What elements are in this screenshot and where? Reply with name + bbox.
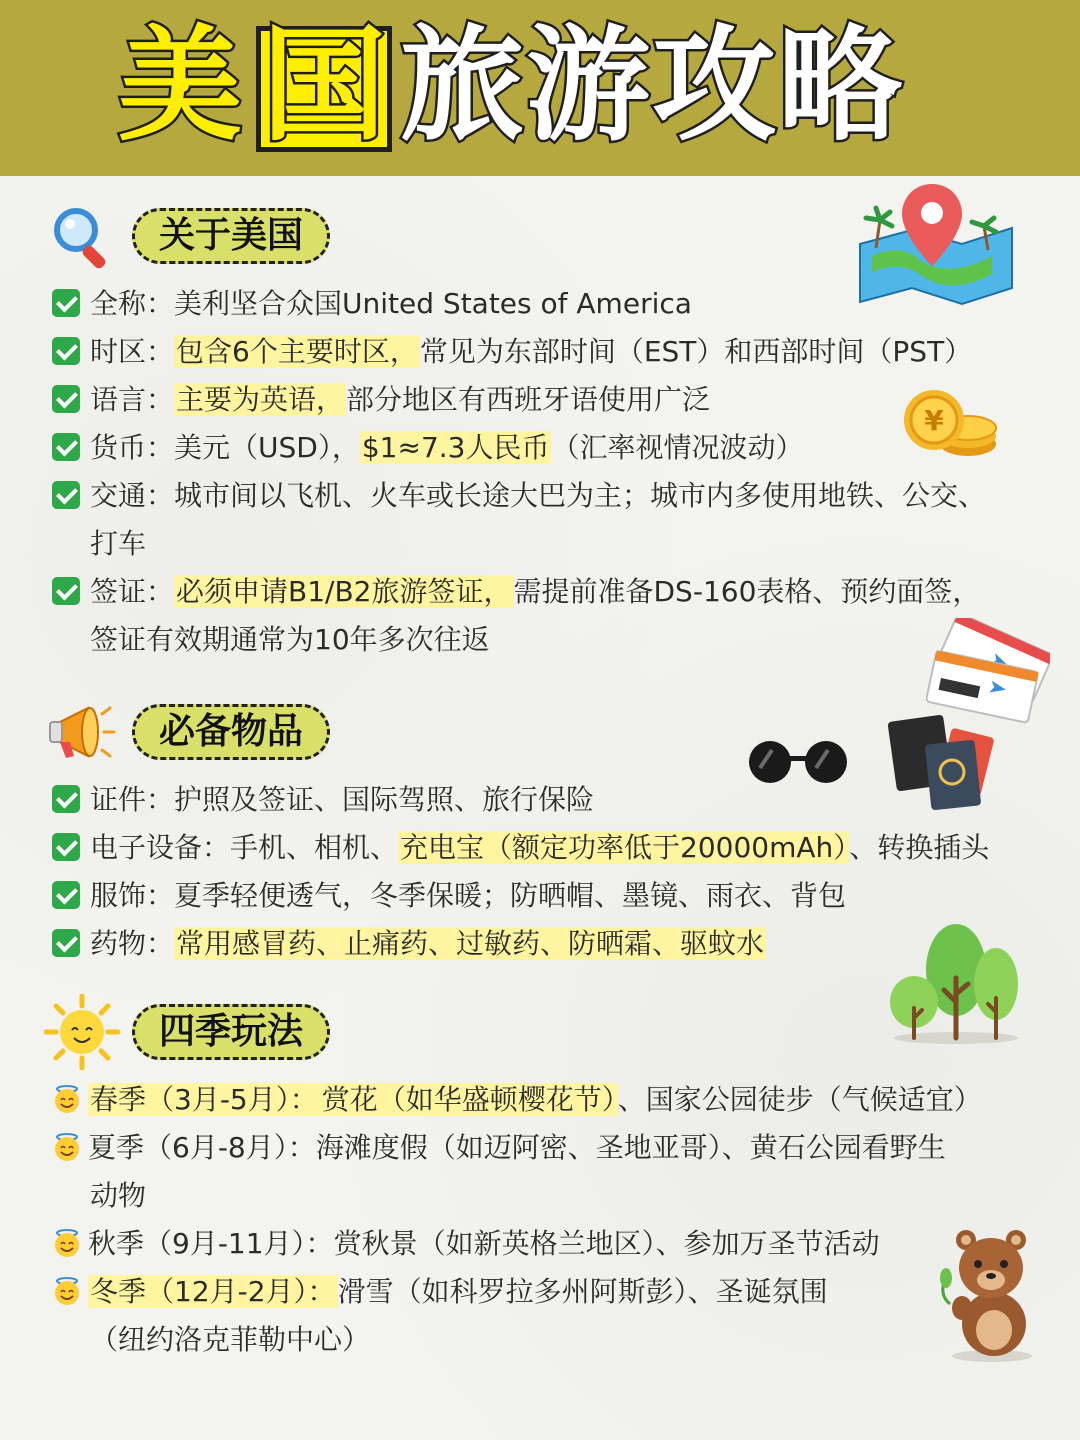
list-item: 货币：美元（USD），$1≈7.3人民币（汇率视情况波动） <box>52 424 804 472</box>
title-char-2: 国 <box>262 14 387 158</box>
section-heading-about: 关于美国 <box>132 208 330 264</box>
list-item: 电子设备：手机、相机、充电宝（额定功率低于20000mAh）、转换插头 <box>52 824 989 872</box>
list-item: 服饰：夏季轻便透气，冬季保暖；防晒帽、墨镜、雨衣、背包 <box>52 872 846 920</box>
list-item-continuation: （纽约洛克菲勒中心） <box>90 1323 371 1356</box>
list-item: 夏季（6月-8月）：海滩度假（如迈阿密、圣地亚哥）、黄石公园看野生 <box>52 1124 946 1172</box>
section-heading-essentials: 必备物品 <box>132 704 330 760</box>
svg-text:¥: ¥ <box>924 404 944 437</box>
check-icon <box>52 385 80 413</box>
check-icon <box>52 337 80 365</box>
check-icon <box>52 833 80 861</box>
check-icon <box>52 289 80 317</box>
page-title: 旅游攻略 <box>400 14 905 158</box>
title-char-1: 美 <box>118 14 243 158</box>
map-pin-icon <box>852 178 1022 310</box>
list-item: 冬季（12月-2月）：滑雪（如科罗拉多州阿斯彭）、圣诞氛围 <box>52 1268 828 1316</box>
smiley-halo-icon <box>52 1228 82 1258</box>
list-item: 签证：必须申请B1/B2旅游签证，需提前准备DS-160表格、预约面签， <box>52 568 980 616</box>
check-icon <box>52 433 80 461</box>
section-heading-seasons: 四季玩法 <box>132 1004 330 1060</box>
sunglasses-icon <box>744 736 852 786</box>
bear-icon <box>936 1224 1040 1364</box>
list-item: 语言：主要为英语，部分地区有西班牙语使用广泛 <box>52 376 710 424</box>
smiley-halo-icon <box>52 1084 82 1114</box>
magnifier-icon <box>52 206 112 272</box>
list-item: 证件：护照及签证、国际驾照、旅行保险 <box>52 776 594 824</box>
passport-icon <box>886 712 998 812</box>
list-item: 交通：城市间以飞机、火车或长途大巴为主；城市内多使用地铁、公交、 <box>52 472 986 520</box>
list-item: 药物：常用感冒药、止痛药、过敏药、防晒霜、驱蚊水 <box>52 920 766 968</box>
trees-icon <box>886 920 1022 1046</box>
list-item-continuation: 动物 <box>90 1179 147 1212</box>
list-item-continuation: 打车 <box>90 527 147 560</box>
list-item: 时区：包含6个主要时区，常见为东部时间（EST）和西部时间（PST） <box>52 328 972 376</box>
check-icon <box>52 481 80 509</box>
megaphone-icon <box>46 700 116 764</box>
list-item: 秋季（9月-11月）：赏秋景（如新英格兰地区）、参加万圣节活动 <box>52 1220 880 1268</box>
check-icon <box>52 785 80 813</box>
check-icon <box>52 929 80 957</box>
list-item-continuation: 签证有效期通常为10年多次往返 <box>90 623 490 656</box>
gold-coins-icon <box>898 386 1002 462</box>
list-item: 全称：美利坚合众国United States of America <box>52 280 692 328</box>
smiley-halo-icon <box>52 1276 82 1306</box>
smiley-halo-icon <box>52 1132 82 1162</box>
sun-icon <box>44 994 120 1070</box>
check-icon <box>52 881 80 909</box>
title-banner <box>0 0 1080 176</box>
check-icon <box>52 577 80 605</box>
list-item: 春季（3月-5月）： 赏花（如华盛顿樱花节）、国家公园徒步（气候适宜） <box>52 1076 982 1124</box>
